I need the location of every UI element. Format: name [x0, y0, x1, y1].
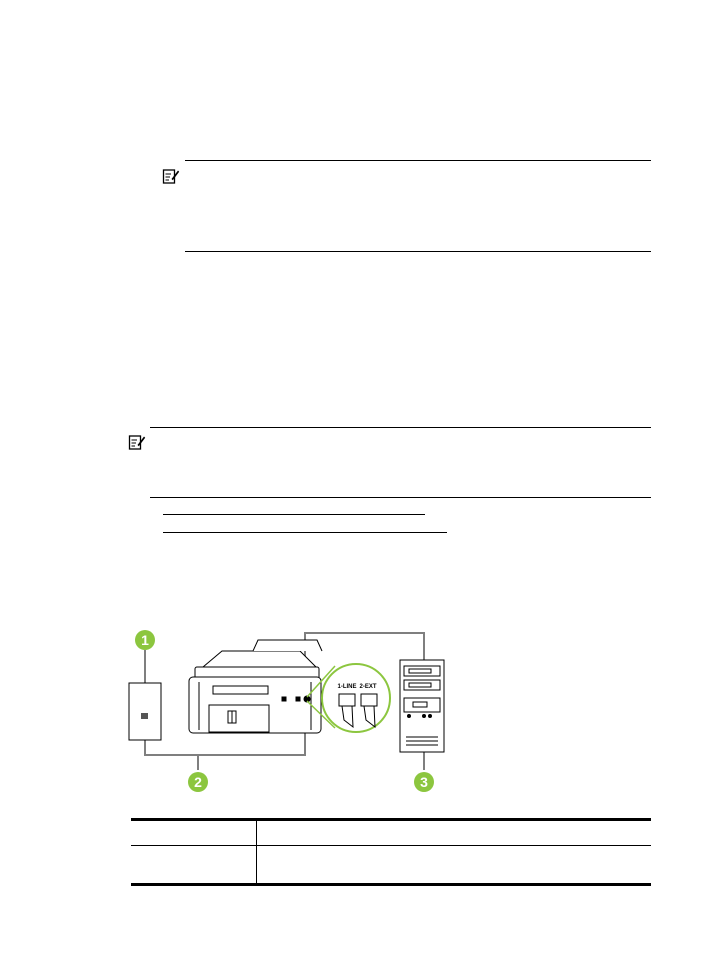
printer	[189, 640, 322, 733]
callout-3-number: 3	[420, 774, 428, 790]
table-bottom-rule	[131, 883, 651, 886]
note-2-top-rule	[150, 427, 651, 428]
table-top-rule	[131, 818, 651, 821]
link-underline-2[interactable]	[163, 532, 447, 533]
note-1-top-rule	[185, 160, 651, 161]
callout-2-number: 2	[194, 774, 202, 790]
note-1-bottom-rule	[185, 251, 651, 252]
table-column-divider	[256, 820, 257, 883]
note-icon	[162, 167, 180, 185]
table-header-rule	[131, 845, 651, 846]
computer-tower	[400, 660, 444, 752]
connection-diagram	[120, 625, 460, 800]
port-label-ext: 2-EXT	[359, 684, 377, 690]
note-2-bottom-rule	[150, 497, 651, 498]
note-icon	[128, 433, 146, 451]
port-label-line: 1-LINE	[337, 684, 357, 690]
callout-1-number: 1	[141, 632, 149, 648]
callout-3	[414, 772, 434, 792]
link-underline-1[interactable]	[163, 514, 425, 515]
wall-jack	[129, 683, 161, 740]
callout-2	[188, 772, 208, 792]
callout-1	[135, 630, 155, 650]
